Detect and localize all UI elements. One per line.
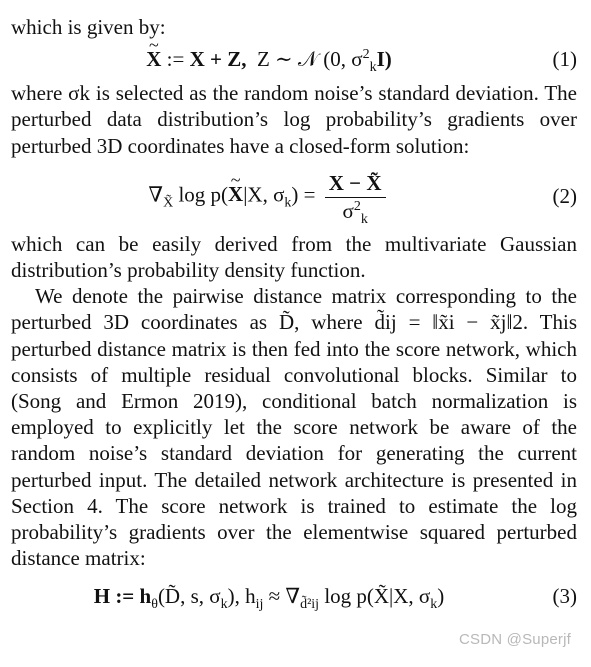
eq1-dist-end: I) [376, 47, 392, 72]
eq2-log: log p( [178, 182, 229, 207]
paragraph-1: where σk is selected as the random noise’s standard deviation. The perturbed data distribution’s log probability’s gradients over perturbed 3D coordinates have a closed-form solution: [11, 81, 577, 158]
eq1-sub: k [369, 60, 377, 76]
paragraph-2: which can be easily derived from the multivariate Gaussian distribution’s probability density function. [11, 231, 577, 283]
eq2-close: ) = [291, 182, 316, 207]
eq3-grad-sub: d̃²ij [300, 597, 320, 613]
eq2-fraction [325, 169, 386, 227]
equation-1-number: (1) [552, 47, 577, 72]
eq2-grad: ∇ [148, 182, 164, 207]
eq3-mid-sub: ij [255, 597, 264, 613]
equation-1-body [11, 46, 527, 76]
equation-2-body [11, 169, 527, 227]
equation-3 [11, 583, 577, 613]
eq3-lhs: H := h [93, 584, 152, 609]
equation-3-body [11, 583, 527, 613]
eq3-theta: θ [151, 597, 158, 613]
eq3-log-sub: k [430, 597, 438, 613]
eq3-args: (D̃, s, σ [157, 584, 221, 609]
eq2-denominator [325, 198, 386, 227]
csdn-watermark: CSDN @Superjf [458, 630, 571, 648]
eq2-args-sub: k [284, 195, 292, 211]
eq2-den-sub: k [360, 212, 368, 227]
equation-3-number: (3) [552, 584, 577, 609]
eq1-dist: Z ∼ 𝒩 (0, σ [256, 47, 363, 72]
intro-text: which is given by: [11, 15, 166, 39]
eq3-approx: ≈ ∇ [263, 584, 301, 609]
equation-2-number: (2) [552, 183, 577, 208]
equation-2 [11, 165, 577, 227]
eq2-den-sup: 2 [353, 198, 361, 214]
paragraph-3: We denote the pairwise distance matrix corresponding to the perturbed 3D coordinates as D̃, where d̃ij = ‖x̃i − x̃j‖2. This perturbed distance matrix is then fed into the score network, which consists of multiple residual convolutional blocks. Similar to (Song and Ermon 2019), conditional batch normalization is employed to explicitly let the score network be aware of the random noise’s standard deviation for generating the current perturbed input. The detailed network architecture is presented in Section 4. The score network is trained to estimate the log probability’s gradients over the elementwise squared perturbed distance matrix: [11, 284, 577, 571]
eq1-rhs: X + Z, [189, 47, 247, 72]
eq3-log: log p(X̃|X, σ [319, 584, 431, 609]
eq1-lhs: ~ X [146, 46, 161, 72]
eq1-def: := [166, 47, 185, 72]
paper-page [11, 14, 577, 617]
eq2-xtilde: ~ X [228, 181, 243, 207]
eq3-args-sub: k [220, 597, 228, 613]
eq1-sup: 2 [362, 47, 370, 63]
equation-1 [11, 46, 577, 76]
eq2-grad-sub: X̃ [163, 195, 174, 211]
eq2-den: σ [342, 198, 354, 223]
eq3-end: ) [437, 584, 445, 609]
eq3-mid: ), h [227, 584, 256, 609]
eq2-args: |X, σ [243, 182, 285, 207]
eq2-numerator: X − X̃ [325, 169, 386, 198]
